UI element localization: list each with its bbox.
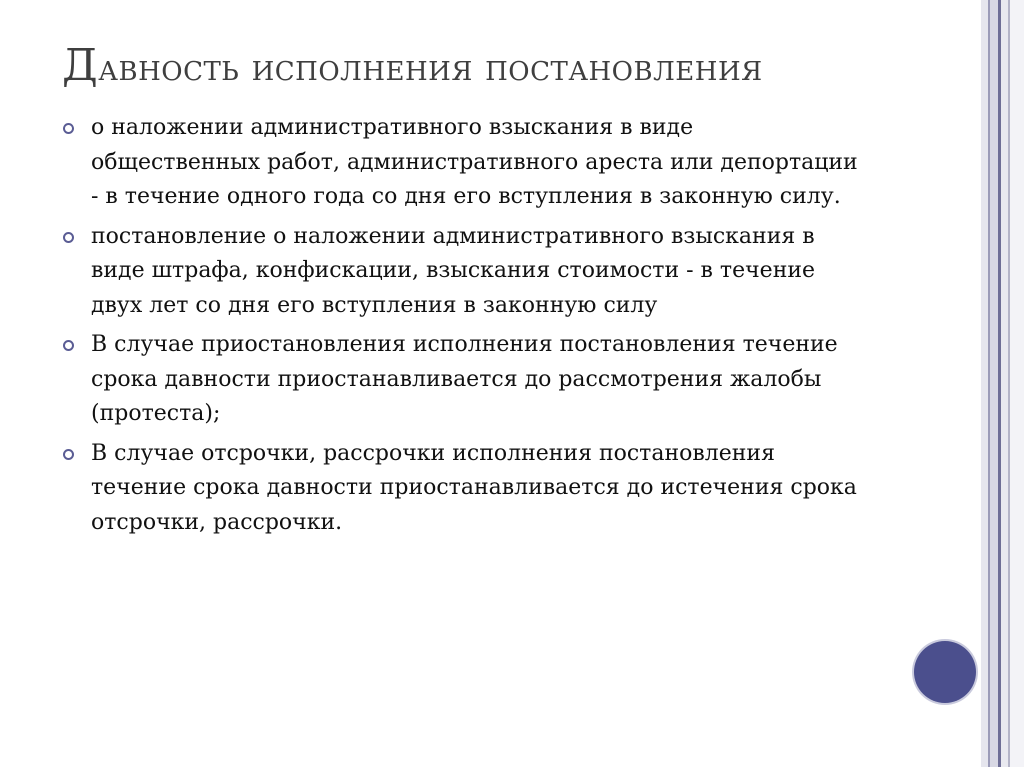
- list-item-text: постановление о наложении административного взыскания в виде штрафа, конфискации, взыскания стоимости - в течение двух лет со дня его вступления в законную силу: [91, 223, 816, 318]
- list-item-text: о наложении административного взыскания в виде общественных работ, административного ареста или депортации - в течение одного года со дня его вступления в законную силу.: [91, 115, 858, 209]
- list-item-text: В случае отсрочки, рассрочки исполнения постановления течение срока давности приостанавливается до истечения срока отсрочки, рассрочки.: [91, 440, 857, 535]
- decorative-stripe: [981, 0, 988, 767]
- bullet-icon: [63, 340, 74, 351]
- bullet-icon: [63, 449, 74, 460]
- list-item: [62, 328, 862, 432]
- decorative-stripe: [1010, 0, 1024, 767]
- bullet-icon: [63, 123, 74, 134]
- list-item: [62, 111, 862, 215]
- decorative-stripe: [1001, 0, 1008, 767]
- title-initial: Д: [62, 40, 99, 91]
- bullet-list: [62, 111, 862, 545]
- bullet-icon: [63, 232, 74, 243]
- list-item-text: В случае приостановления исполнения постановления течение срока давности приостанавливается до рассмотрения жалобы (протеста);: [91, 332, 838, 426]
- decorative-stripe: [990, 0, 998, 767]
- title-text: авность исполнения постановления: [98, 46, 763, 89]
- list-item: [62, 437, 862, 541]
- slide-title: [62, 40, 763, 91]
- decorative-circle-icon: [914, 641, 976, 703]
- list-item: [62, 220, 862, 324]
